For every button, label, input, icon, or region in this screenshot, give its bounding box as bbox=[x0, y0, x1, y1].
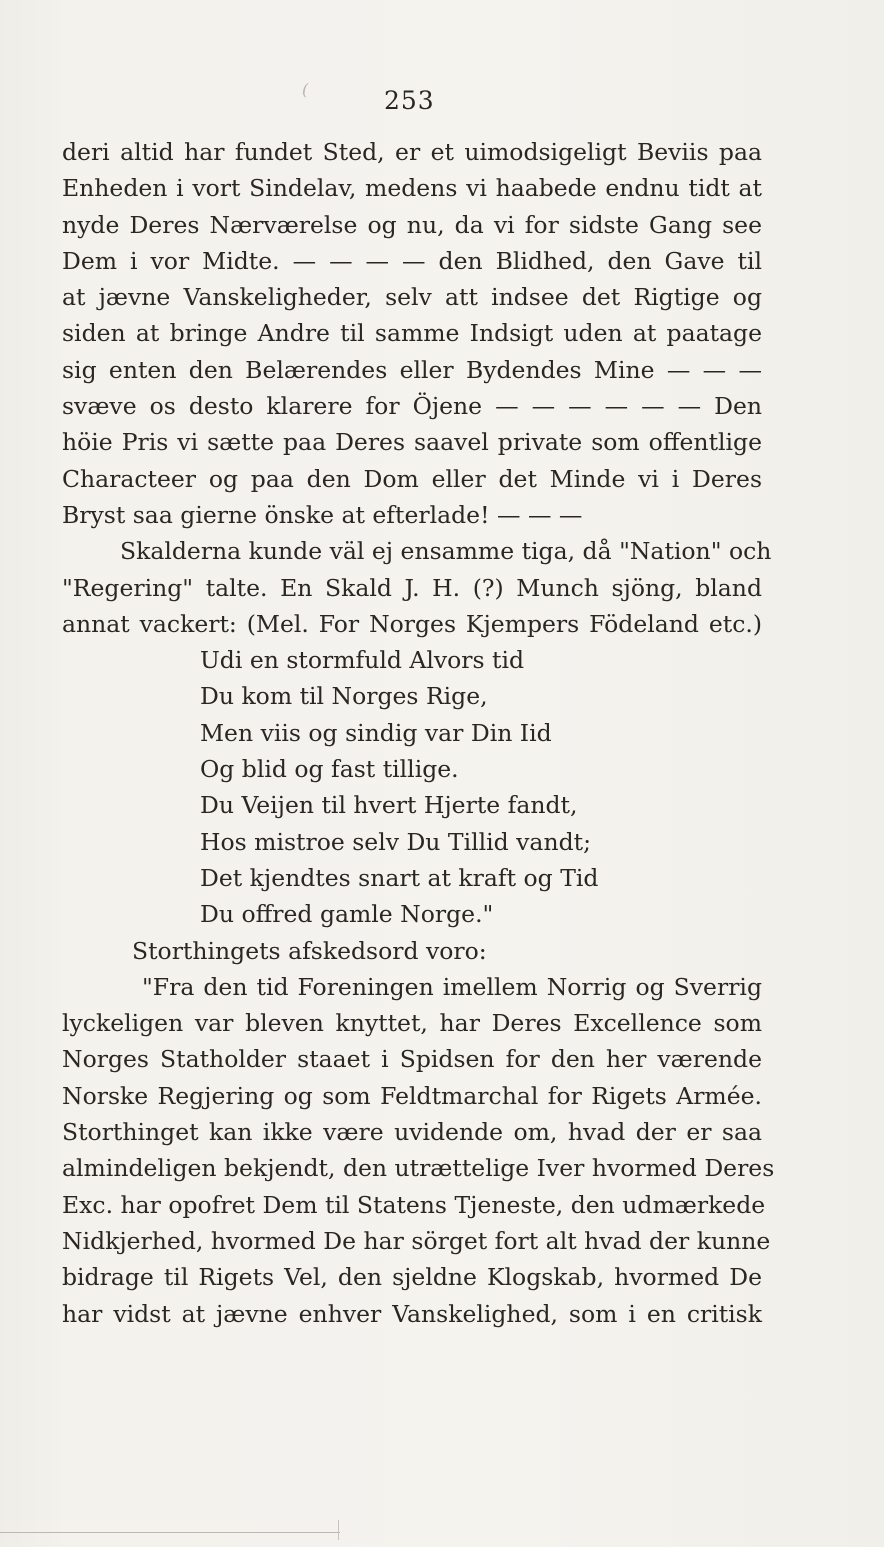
text-line: "Regering" talte. En Skald J. H. (?) Munch sjöng, bland bbox=[62, 573, 762, 602]
text-line: at jævne Vanskeligheder, selv att indsee det Rigtige og bbox=[62, 283, 762, 312]
text-line: har vidst at jævne enhver Vanskelighed, som i en critisk bbox=[62, 1299, 762, 1328]
paragraph-start: Storthingets afskedsord voro: bbox=[132, 936, 487, 965]
text-line: Enheden i vort Sindelav, medens vi haabede endnu tidt at bbox=[62, 174, 762, 203]
text-line: deri altid har fundet Sted, er et uimodsigeligt Beviis paa bbox=[62, 138, 762, 166]
footer-rule-tick bbox=[338, 1520, 339, 1540]
page-text bbox=[62, 134, 775, 1332]
footer-rule bbox=[0, 1532, 340, 1533]
paragraph-start: Skalderna kunde väl ej ensamme tiga, då "Nation" och bbox=[120, 537, 772, 566]
verse-line: Du kom til Norges Rige, bbox=[200, 682, 488, 711]
text-line: sig enten den Belærendes eller Bydendes Mine — — — bbox=[62, 355, 762, 384]
text-line: Nidkjerhed, hvormed De har sörget fort alt hvad der kunne bbox=[62, 1226, 771, 1255]
text-line: Bryst saa gierne önske at efterlade! — — — bbox=[62, 500, 583, 529]
text-line: bidrage til Rigets Vel, den sjeldne Klogskab, hvormed De bbox=[62, 1263, 762, 1292]
verse-line: Det kjendtes snart at kraft og Tid bbox=[200, 863, 599, 892]
verse-line: Men viis og sindig var Din Iid bbox=[200, 718, 552, 747]
verse-line: Du Veijen til hvert Hjerte fandt, bbox=[200, 791, 578, 820]
text-line: Norske Regjering og som Feldtmarchal for Rigets Armée. bbox=[62, 1081, 762, 1110]
text-line: Norges Statholder staaet i Spidsen for den her værende bbox=[62, 1045, 762, 1074]
text-line: Exc. har opofret Dem til Statens Tjeneste, den udmærkede bbox=[62, 1190, 766, 1219]
verse-line: Udi en stormfuld Alvors tid bbox=[200, 646, 525, 675]
text-line: annat vackert: (Mel. For Norges Kjempers Födeland etc.) bbox=[62, 609, 762, 638]
text-line: siden at bringe Andre til samme Indsigt uden at paatage bbox=[62, 319, 762, 348]
text-line: Storthinget kan ikke være uvidende om, hvad der er saa bbox=[62, 1118, 762, 1147]
text-line: lyckeligen var bleven knyttet, har Deres Excellence som bbox=[62, 1009, 762, 1038]
text-line: svæve os desto klarere for Öjene — — — — — — Den bbox=[62, 392, 762, 421]
verse-line: Og blid og fast tillige. bbox=[200, 755, 459, 784]
page-number: 253 bbox=[384, 86, 435, 115]
text-line: almindeligen bekjendt, den utrættelige Iver hvormed Deres bbox=[62, 1154, 775, 1183]
text-line: Characteer og paa den Dom eller det Minde vi i Deres bbox=[62, 464, 762, 493]
text-line: Dem i vor Midte. — — — — den Blidhed, den Gave til bbox=[62, 246, 762, 275]
pencil-mark: ( bbox=[302, 80, 309, 99]
verse-line: Du offred gamle Norge." bbox=[200, 900, 494, 929]
text-line: höie Pris vi sætte paa Deres saavel private som offentlige bbox=[62, 428, 762, 457]
text-line: nyde Deres Nærværelse og nu, da vi for sidste Gang see bbox=[62, 210, 762, 239]
quote-start: "Fra den tid Foreningen imellem Norrig og Sverrig bbox=[142, 972, 762, 1001]
verse-line: Hos mistroe selv Du Tillid vandt; bbox=[200, 827, 591, 856]
